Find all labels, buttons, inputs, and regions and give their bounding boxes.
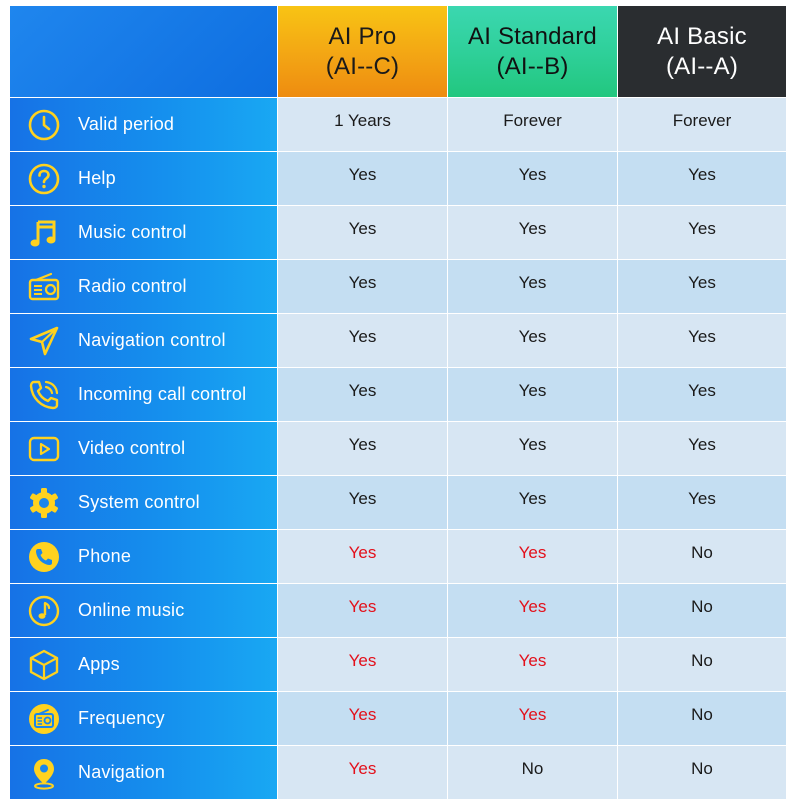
- cell-pro-incoming-call-control: Yes: [278, 368, 448, 422]
- cell-standard-online-music: Yes: [448, 584, 618, 638]
- phone-call-icon: [24, 375, 64, 415]
- feature-label: System control: [78, 492, 200, 512]
- feature-label: Valid period: [78, 114, 175, 134]
- cell-standard-incoming-call-control: Yes: [448, 368, 618, 422]
- cell-basic-system-control: Yes: [618, 476, 786, 530]
- cell-standard-video-control: Yes: [448, 422, 618, 476]
- cell-standard-frequency: Yes: [448, 692, 618, 746]
- clock-icon: [24, 105, 64, 145]
- feature-label: Online music: [78, 600, 185, 620]
- cell-basic-navigation: No: [618, 746, 786, 800]
- cell-basic-navigation-control: Yes: [618, 314, 786, 368]
- feature-system-control: [10, 476, 278, 530]
- feature-phone: [10, 530, 278, 584]
- video-play-icon: [24, 429, 64, 469]
- feature-label: Incoming call control: [78, 384, 247, 404]
- comparison-table: [10, 6, 786, 796]
- cell-pro-valid-period: 1 Years: [278, 98, 448, 152]
- cell-basic-incoming-call-control: Yes: [618, 368, 786, 422]
- cell-standard-navigation: No: [448, 746, 618, 800]
- cell-basic-online-music: No: [618, 584, 786, 638]
- help-icon: [24, 159, 64, 199]
- feature-video-control: [10, 422, 278, 476]
- feature-label: Radio control: [78, 276, 187, 296]
- feature-valid-period: [10, 98, 278, 152]
- cell-standard-navigation-control: Yes: [448, 314, 618, 368]
- cell-basic-music-control: Yes: [618, 206, 786, 260]
- cell-standard-system-control: Yes: [448, 476, 618, 530]
- online-music-icon: [24, 591, 64, 631]
- cell-standard-valid-period: Forever: [448, 98, 618, 152]
- feature-label: Frequency: [78, 708, 165, 728]
- feature-label: Navigation control: [78, 330, 226, 350]
- feature-label: Video control: [78, 438, 186, 458]
- cell-standard-apps: Yes: [448, 638, 618, 692]
- phone-icon: [24, 537, 64, 577]
- cell-pro-navigation: Yes: [278, 746, 448, 800]
- feature-frequency: [10, 692, 278, 746]
- feature-label: Help: [78, 168, 116, 188]
- cell-basic-frequency: No: [618, 692, 786, 746]
- cell-pro-navigation-control: Yes: [278, 314, 448, 368]
- feature-navigation: [10, 746, 278, 800]
- feature-radio-control: [10, 260, 278, 314]
- header-ai-pro: AI Pro (AI--C): [278, 6, 448, 98]
- navigation-arrow-icon: [24, 321, 64, 361]
- apps-cube-icon: [24, 645, 64, 685]
- cell-pro-radio-control: Yes: [278, 260, 448, 314]
- cell-pro-apps: Yes: [278, 638, 448, 692]
- cell-basic-valid-period: Forever: [618, 98, 786, 152]
- cell-pro-phone: Yes: [278, 530, 448, 584]
- feature-label: Phone: [78, 546, 132, 566]
- feature-incoming-call-control: [10, 368, 278, 422]
- cell-standard-phone: Yes: [448, 530, 618, 584]
- cell-standard-help: Yes: [448, 152, 618, 206]
- header-ai-basic: AI Basic (AI--A): [618, 6, 786, 98]
- cell-standard-music-control: Yes: [448, 206, 618, 260]
- music-note-icon: [24, 213, 64, 253]
- frequency-radio-icon: [24, 699, 64, 739]
- gear-icon: [24, 483, 64, 523]
- table-corner: [10, 6, 278, 98]
- cell-standard-radio-control: Yes: [448, 260, 618, 314]
- cell-basic-help: Yes: [618, 152, 786, 206]
- cell-pro-music-control: Yes: [278, 206, 448, 260]
- feature-online-music: [10, 584, 278, 638]
- cell-pro-frequency: Yes: [278, 692, 448, 746]
- feature-apps: [10, 638, 278, 692]
- radio-icon: [24, 267, 64, 307]
- feature-music-control: [10, 206, 278, 260]
- cell-basic-video-control: Yes: [618, 422, 786, 476]
- cell-pro-online-music: Yes: [278, 584, 448, 638]
- cell-pro-system-control: Yes: [278, 476, 448, 530]
- feature-label: Navigation: [78, 762, 166, 782]
- map-pin-icon: [24, 753, 64, 793]
- cell-basic-phone: No: [618, 530, 786, 584]
- feature-help: [10, 152, 278, 206]
- cell-basic-apps: No: [618, 638, 786, 692]
- cell-pro-video-control: Yes: [278, 422, 448, 476]
- feature-label: Music control: [78, 222, 187, 242]
- header-ai-standard: AI Standard (AI--B): [448, 6, 618, 98]
- feature-navigation-control: [10, 314, 278, 368]
- feature-label: Apps: [78, 654, 120, 674]
- cell-basic-radio-control: Yes: [618, 260, 786, 314]
- cell-pro-help: Yes: [278, 152, 448, 206]
